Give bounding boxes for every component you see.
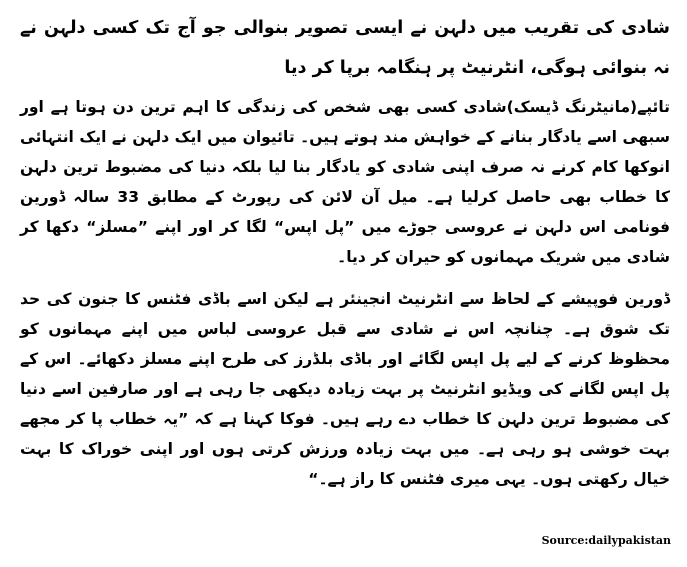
- source-credit: Source:dailypakistan: [541, 534, 671, 547]
- news-article: [20, 8, 670, 494]
- article-paragraph-1: تائپے(مانیٹرنگ ڈیسک)شادی کسی بھی شخص کی زندگی کا اہم ترین دن ہوتا ہے اور سبھی اسے یادگار بنانے کے خواہش مند ہوتے ہیں۔ تائیوان میں ایک دلہن نے ایک انتہائی انوکھا کام کرنے نہ صرف اپنی شادی کو یادگار بنا لیا بلکہ دنیا کی مضبوط ترین دلہن کا خطاب بھی حاصل کرلیا ہے۔ میل آن لائن کی رپورٹ کے مطابق 33 سالہ ڈورین فونامی اس دلہن نے عروسی جوڑے میں ”پل اپس“ لگا کر اور اپنے ”مسلز“ دکھا کر شادی میں شریک مہمانوں کو حیران کر دیا۔: [20, 98, 670, 266]
- article-paragraph-2: ڈورین فوپیشے کے لحاظ سے انٹرنیٹ انجینئر ہے لیکن اسے باڈی فٹنس کا جنون کی حد تک شوق ہے۔ چنانچہ اس نے شادی سے قبل عروسی لباس میں اپنے مہمانوں کو محظوظ کرنے کے لیے پل اپس لگائے اور باڈی بلڈرز کی طرح اپنے مسلز دکھائے۔ اس کے پل اپس لگانے کی ویڈیو انٹرنیٹ پر بہت زیادہ دیکھی جا رہی ہے اور صارفین اسے دنیا کی مضبوط ترین دلہن کا خطاب دے رہے ہیں۔ فوکا کہنا ہے کہ ”یہ خطاب پا کر مجھے بہت خوشی ہو رہی ہے۔ میں بہت زیادہ ورزش کرتی ہوں اور اپنی خوراک کا بہت خیال رکھتی ہوں۔ یہی میری فٹنس کا راز ہے۔“: [20, 290, 670, 488]
- article-headline: شادی کی تقریب میں دلہن نے ایسی تصویر بنوالی جو آج تک کسی دلہن نے نہ بنوائی ہوگی، انٹرنیٹ پر ہنگامہ برپا کر دیا: [20, 18, 670, 78]
